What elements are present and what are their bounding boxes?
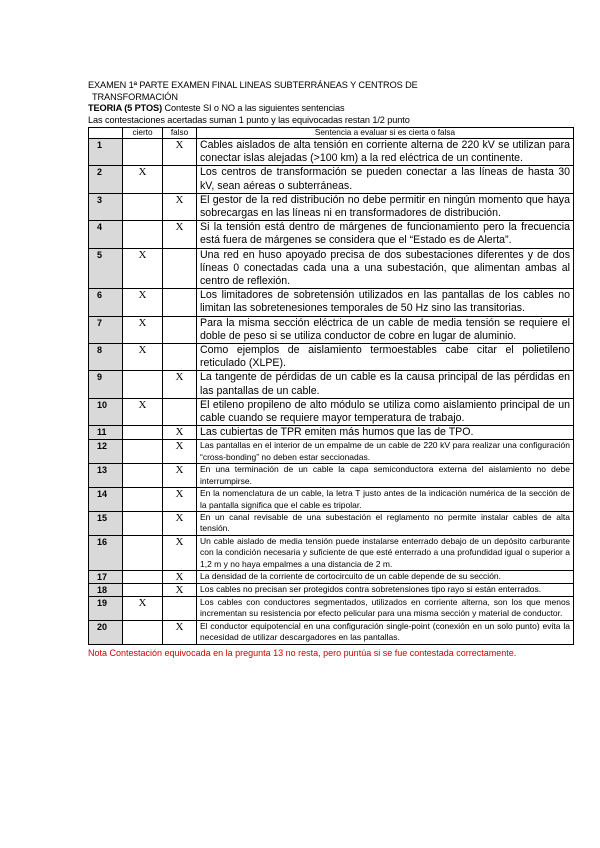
question-sentence: El conductor equipotencial en una configuración single-point (conexión en un solo punto) evita la necesidad de utilizar descargadores en las pantallas. <box>197 620 574 644</box>
cierto-mark <box>123 193 163 220</box>
falso-mark <box>163 344 197 371</box>
table-row <box>89 620 574 644</box>
question-number: 9 <box>89 371 123 398</box>
question-number: 2 <box>89 166 123 193</box>
table-row <box>89 344 574 371</box>
question-number: 14 <box>89 488 123 512</box>
question-number: 12 <box>89 440 123 464</box>
question-sentence: Para la misma sección eléctrica de un cable de media tensión se requiere el doble de peso si se utiliza conductor de cobre en lugar de aluminio. <box>197 316 574 343</box>
header-falso: falso <box>163 128 197 139</box>
question-number: 13 <box>89 464 123 488</box>
table-row <box>89 316 574 343</box>
question-sentence: Las cubiertas de TPR emiten más humos que las de TPO. <box>197 426 574 440</box>
title-line-1: EXAMEN 1ª PARTE EXAMEN FINAL LINEAS SUBTERRÁNEAS Y CENTROS DE <box>88 80 418 90</box>
question-number: 6 <box>89 289 123 316</box>
falso-mark: X <box>163 583 197 596</box>
falso-mark: X <box>163 221 197 248</box>
falso-mark: X <box>163 139 197 166</box>
question-number: 19 <box>89 596 123 620</box>
question-number: 10 <box>89 398 123 425</box>
table-row <box>89 488 574 512</box>
table-row <box>89 426 574 440</box>
table-row <box>89 440 574 464</box>
cierto-mark <box>123 440 163 464</box>
falso-mark: X <box>163 371 197 398</box>
scoring-line: Las contestaciones acertadas suman 1 punto y las equivocadas restan 1/2 punto <box>88 114 410 125</box>
question-number: 5 <box>89 248 123 289</box>
question-sentence: En la nomenclatura de un cable, la letra T justo antes de la indicación numérica de la sección de la pantalla significa que el cable es tripolar. <box>197 488 574 512</box>
questions-body <box>89 139 574 645</box>
question-sentence: Los cables no precisan ser protegidos contra sobretensiones tipo rayo si están enterrados. <box>197 583 574 596</box>
falso-mark: X <box>163 620 197 644</box>
cierto-mark <box>123 426 163 440</box>
question-sentence: La tangente de pérdidas de un cable es la causa principal de las pérdidas en las pantallas de un cable. <box>197 371 574 398</box>
question-number: 15 <box>89 511 123 535</box>
question-number: 8 <box>89 344 123 371</box>
table-row <box>89 166 574 193</box>
cierto-mark <box>123 221 163 248</box>
theory-label: TEORIA (5 PTOS) <box>88 103 163 113</box>
question-sentence: Cables aislados de alta tensión en corriente alterna de 220 kV se utilizan para conectar islas alejadas (>100 km) a la red eléctrica de un continente. <box>197 139 574 166</box>
cierto-mark: X <box>123 289 163 316</box>
question-number: 1 <box>89 139 123 166</box>
cierto-mark <box>123 570 163 583</box>
table-row <box>89 289 574 316</box>
falso-mark: X <box>163 570 197 583</box>
cierto-mark <box>123 139 163 166</box>
falso-mark: X <box>163 440 197 464</box>
question-sentence: Los cables con conductores segmentados, utilizados en corriente alterna, son los que menos incrementan su resistencia por efecto pelicular para una misma sección y material de conductor. <box>197 596 574 620</box>
cierto-mark <box>123 371 163 398</box>
falso-mark <box>163 316 197 343</box>
questions-table <box>88 127 574 645</box>
falso-mark <box>163 289 197 316</box>
question-sentence: Los centros de transformación se pueden conectar a las líneas de hasta 30 kV, sean aéreas o subterráneas. <box>197 166 574 193</box>
question-number: 4 <box>89 221 123 248</box>
falso-mark: X <box>163 488 197 512</box>
falso-mark: X <box>163 511 197 535</box>
falso-mark: X <box>163 193 197 220</box>
grading-note: Nota Contestación equivocada en la pregunta 13 no resta, pero puntúa si se fue contestada correctamente. <box>88 647 517 658</box>
question-number: 3 <box>89 193 123 220</box>
question-sentence: Los limitadores de sobretensión utilizados en las pantallas de los cables no limitan las sobretenesiones temporales de 50 Hz sino las transitorias. <box>197 289 574 316</box>
cierto-mark <box>123 488 163 512</box>
question-sentence: Las pantallas en el interior de un empalme de un cable de 220 kV para realizar una configuración “cross-bonding” no deben estar seccionadas. <box>197 440 574 464</box>
falso-mark: X <box>163 464 197 488</box>
question-sentence: Un cable aislado de media tensión puede instalarse enterrado debajo de un depósito carburante con la condición necesaria y suficiente de que esté enterrado a una profundidad igual o superior a 1,2 m y no haya empalmes a una distancia de 2 m. <box>197 535 574 570</box>
falso-mark <box>163 596 197 620</box>
cierto-mark: X <box>123 316 163 343</box>
cierto-mark: X <box>123 398 163 425</box>
falso-mark <box>163 248 197 289</box>
question-sentence: Una red en huso apoyado precisa de dos subestaciones diferentes y de dos líneas 0 conectadas cada una a una subestación, que alimentan ambas al centro de reflexión. <box>197 248 574 289</box>
cierto-mark <box>123 535 163 570</box>
cierto-mark <box>123 511 163 535</box>
table-row <box>89 583 574 596</box>
header-sentence: Sentencia a evaluar si es cierta o falsa <box>197 128 574 139</box>
table-row <box>89 596 574 620</box>
question-sentence: Si la tensión está dentro de márgenes de funcionamiento pero la frecuencia está fuera de márgenes se considera que el “Estado es de Alerta”. <box>197 221 574 248</box>
question-sentence: El gestor de la red distribución no debe permitir en ningún momento que haya sobrecargas en las líneas ni en transformadores de distribución. <box>197 193 574 220</box>
question-sentence: Como ejemplos de aislamiento termoestables cabe citar el polietileno reticulado (XLPE). <box>197 344 574 371</box>
question-sentence: La densidad de la corriente de cortocircuito de un cable depende de su sección. <box>197 570 574 583</box>
falso-mark <box>163 166 197 193</box>
table-row <box>89 511 574 535</box>
table-row <box>89 221 574 248</box>
table-row <box>89 570 574 583</box>
cierto-mark: X <box>123 596 163 620</box>
title-line-2: TRANSFORMACIÓN <box>92 91 178 102</box>
question-sentence: En un canal revisable de una subestación el reglamento no permite instalar cables de alta tensión. <box>197 511 574 535</box>
question-number: 11 <box>89 426 123 440</box>
table-row <box>89 193 574 220</box>
theory-instructions: Conteste SI o NO a las siguientes sentencias <box>164 103 345 113</box>
cierto-mark: X <box>123 166 163 193</box>
question-number: 16 <box>89 535 123 570</box>
exam-page <box>88 80 574 659</box>
question-number: 18 <box>89 583 123 596</box>
exam-title <box>88 80 574 126</box>
table-row <box>89 248 574 289</box>
theory-line <box>88 103 574 115</box>
table-row <box>89 139 574 166</box>
question-number: 17 <box>89 570 123 583</box>
header-cierto: cierto <box>123 128 163 139</box>
table-row <box>89 398 574 425</box>
question-sentence: El etileno propileno de alto módulo se utiliza como aislamiento principal de un cable cuando se requiere mayor temperatura de trabajo. <box>197 398 574 425</box>
cierto-mark <box>123 464 163 488</box>
table-row <box>89 535 574 570</box>
question-sentence: En una terminación de un cable la capa semiconductora externa del aislamiento no debe interrumpirse. <box>197 464 574 488</box>
header-number <box>89 128 123 139</box>
falso-mark: X <box>163 535 197 570</box>
cierto-mark: X <box>123 248 163 289</box>
cierto-mark <box>123 620 163 644</box>
question-number: 20 <box>89 620 123 644</box>
table-row <box>89 464 574 488</box>
question-number: 7 <box>89 316 123 343</box>
falso-mark: X <box>163 426 197 440</box>
cierto-mark: X <box>123 344 163 371</box>
cierto-mark <box>123 583 163 596</box>
table-row <box>89 371 574 398</box>
table-header-row <box>89 128 574 139</box>
falso-mark <box>163 398 197 425</box>
